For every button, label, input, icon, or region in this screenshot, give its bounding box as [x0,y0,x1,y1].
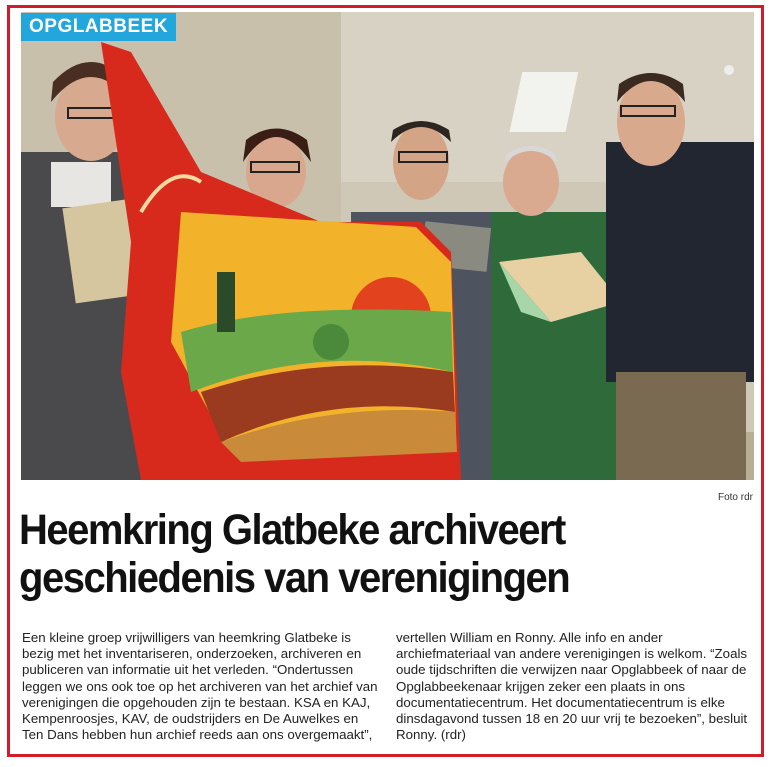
photo-credit: Foto rdr [717,492,753,503]
section-tag: OPGLABBEEK [21,13,176,41]
body-column-2: vertellen William en Ronny. Alle info en ander archiefmateriaal van andere verenigingen is welkom. “Zoals oude tijdschriften die verwijzen naar Opglabbeek of naar de Opglabbeekenaar krijgen zeker een plaats in ons documentatiecentrum. Het documentatiecentrum is elke dinsdagavond tussen 18 en 20 uur vrij te bezoeken”, besluit Ronny. (rdr) [396,630,748,743]
headline [19,506,707,602]
headline-line-1: Heemkring Glatbeke archiveert [19,506,565,554]
body-column-1: Een kleine groep vrijwilligers van heemkring Glatbeke is bezig met het inventariseren, onderzoeken, archiveren en publiceren van informatie uit het verleden. “Ondertussen leggen we ons ook toe op het archiveren van het archief van verenigingen die opgehouden zijn te bestaan. KSA en KAJ, Kempenroosjes, KAV, de oudstrijders en De Auwelkes en Ten Dans hebben hun archief reeds aan ons overgemaakt”, [22,630,378,743]
photo-illustration [21,12,754,480]
article-photo [21,12,754,480]
headline-line-2: geschiedenis van verenigingen [19,554,570,602]
